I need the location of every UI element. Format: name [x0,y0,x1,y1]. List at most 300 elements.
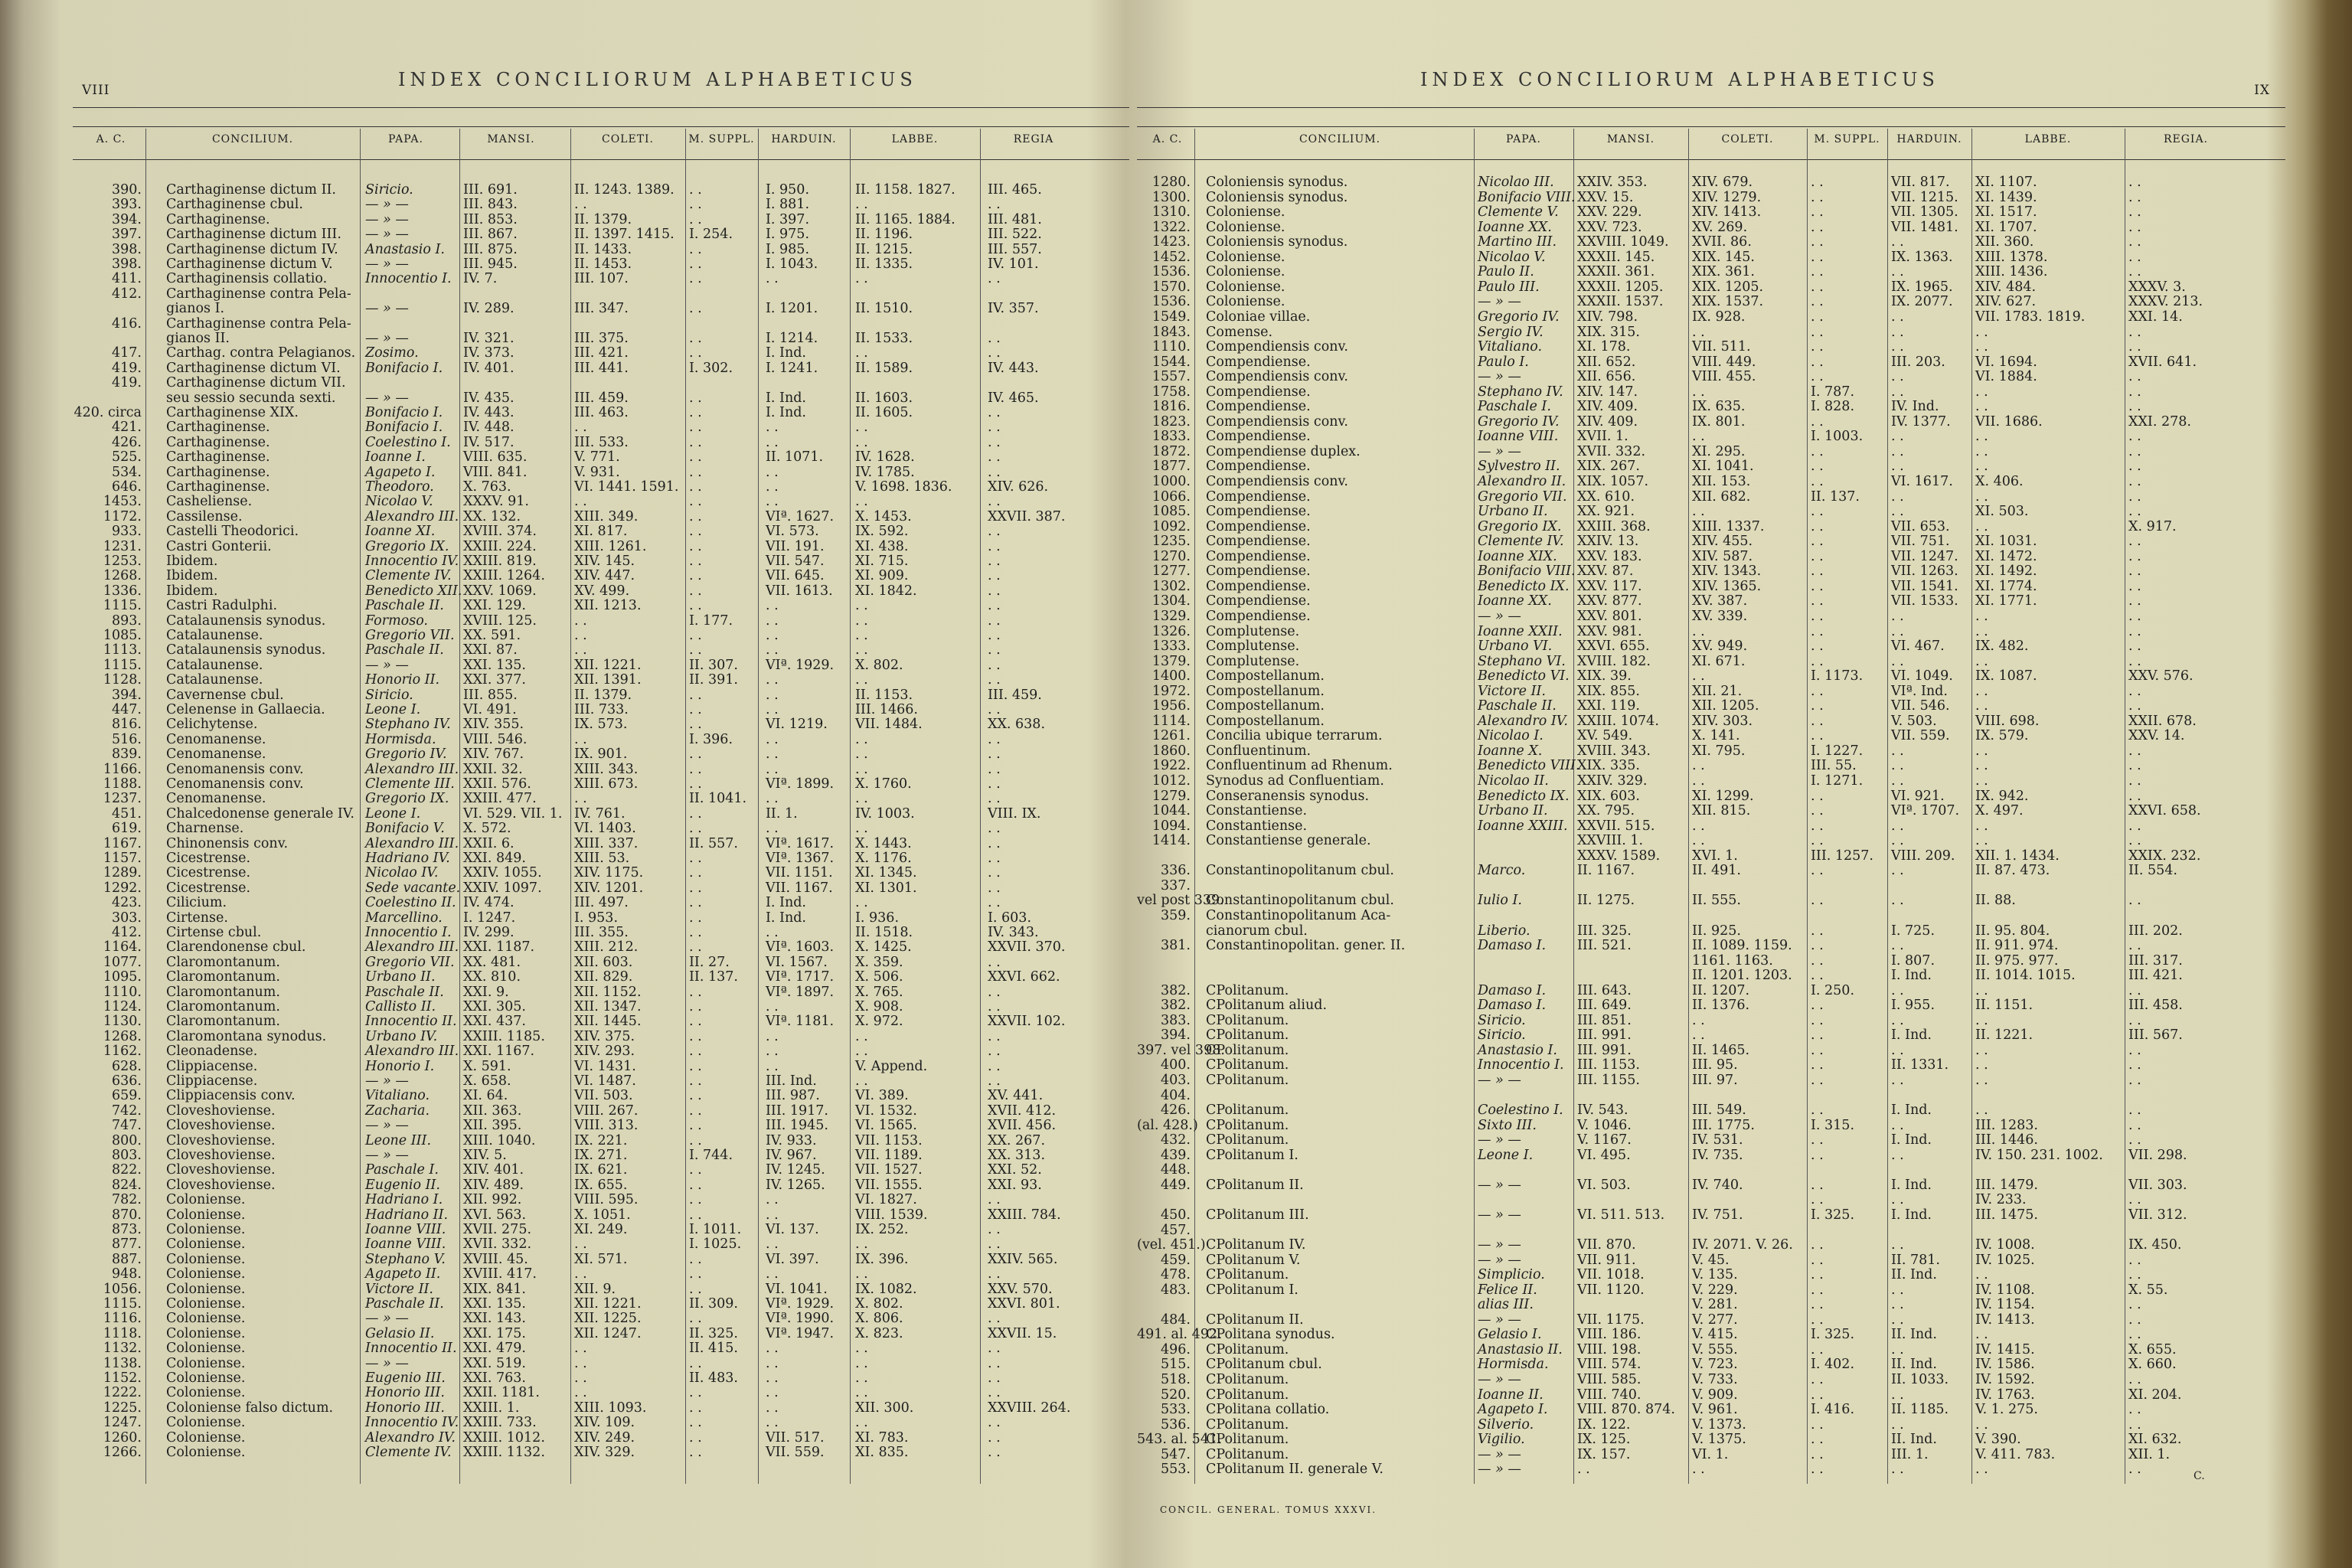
cell-concilium: Coloniae villae. [1206,309,1311,325]
cell-ac: 450. [1161,1207,1191,1223]
cell-concilium: Coloniense. [166,1370,246,1386]
cell-concilium: Coloniense. [1206,219,1285,235]
cell-regia: . . [2128,204,2141,220]
cell-harduin: VII. 1215. [1891,189,1958,205]
cell-papa: Nicolao III. [1478,175,1554,190]
cell-labbe: IV. 1592. [1975,1372,2035,1387]
cell-coleti: II. 1243. 1389. [574,182,675,198]
cell-coleti: . . [1692,1462,1705,1478]
cell-papa: Innocentio IV. [365,554,459,569]
cell-coleti: XIV. 679. [1692,175,1753,190]
cell-labbe: . . [1975,773,1988,789]
cell-regia: . . [2128,743,2141,759]
cell-coleti: XIX. 145. [1692,249,1755,265]
cell-ac: 1110. [103,984,142,1000]
cell-ac: 1077. [103,954,142,970]
table-row [1137,593,2285,609]
cell-concilium: Claromontanum. [166,969,280,985]
cell-mansi: XII. 363. [463,1102,522,1119]
cell-msuppl: . . [689,345,702,361]
cell-labbe: IX. 482. [1975,639,2029,655]
cell-regia: IV. 101. [988,256,1039,272]
cell-harduin: . . [1891,504,1904,520]
cell-labbe: VI. 1827. [855,1192,917,1208]
cell-mansi: XX. 610. [1577,488,1635,505]
cell-harduin: I. Ind. [1891,1207,1932,1223]
cell-regia: XVII. 456. [988,1118,1057,1134]
cell-harduin: I. Ind. [1891,1132,1932,1148]
cell-papa: Stephano VI. [1478,653,1566,669]
cell-papa: Nicolao II. [1478,773,1549,789]
cell-papa: Leone I. [365,805,421,822]
table-row [73,1014,1129,1029]
cell-harduin: . . [1891,309,1904,325]
table-row [1137,564,2285,579]
cell-msuppl: I. 302. [689,360,733,376]
cell-coleti: II. 1465. [1692,1042,1750,1058]
table-row [1137,1417,2285,1432]
cell-coleti: . . [1692,1012,1705,1028]
cell-mansi: VIII. 198. [1577,1341,1642,1357]
cell-concilium: Coloniense. [166,1207,246,1223]
table-row [1137,668,2285,684]
table-row [1137,294,2285,309]
cell-regia: XXVI. 662. [988,969,1060,985]
cell-concilium: Cleonadense. [166,1044,258,1060]
cell-regia: . . [988,1341,1001,1357]
table-row [73,1266,1129,1282]
cell-coleti: IX. 621. [574,1162,628,1178]
cell-papa: Zacharia. [365,1102,430,1119]
cell-papa: Clemente IV. [365,568,452,584]
cell-papa: Ioanne VIII. [1478,429,1559,445]
cell-regia: . . [2128,369,2141,385]
cell-mansi: XXI. 377. [463,672,526,688]
cell-concilium: CPolitanum cbul. [1206,1357,1322,1373]
cell-regia: VIII. IX. [988,805,1041,822]
cell-msuppl: . . [1811,504,1824,520]
cell-mansi: XIX. 39. [1577,668,1632,684]
cell-msuppl: . . [689,865,702,881]
cell-labbe: . . [855,420,868,436]
cell-coleti: XV. 949. [1692,639,1748,655]
cell-coleti: IV. 2071. V. 26. [1692,1237,1793,1253]
cell-concilium: Carthaginense. [166,420,270,436]
cell-ac: 1816. [1152,399,1191,415]
cell-regia: . . [2128,1402,2141,1418]
cell-mansi: XXXV. 1589. [1577,848,1661,864]
cell-ac: 800. [112,1132,142,1148]
cell-harduin: . . [1891,459,1904,475]
cell-regia: . . [988,583,1001,599]
cell-coleti: . . [574,791,587,807]
cell-coleti: VII. 511. [1692,339,1751,355]
cell-papa: Urbano II. [365,969,436,985]
cell-coleti: XIV. 1175. [574,865,644,881]
table-row [73,865,1129,880]
cell-harduin: VIª. 1627. [766,508,835,524]
cell-ac: 948. [112,1266,142,1282]
cell-concilium: Ibidem. [166,583,218,599]
cell-papa: Nicolao I. [1478,728,1544,744]
table-row [1137,579,2285,594]
cell-mansi: VIII. 186. [1577,1327,1642,1343]
cell-coleti: V. 1375. [1692,1432,1746,1448]
table-row [73,642,1129,658]
cell-msuppl: . . [1811,578,1824,594]
cell-msuppl: . . [1811,1446,1824,1462]
cell-ac: 525. [112,449,142,466]
cell-labbe: II. 1533. [855,331,913,346]
table-row [73,1430,1129,1446]
cell-mansi: XI. 178. [1577,339,1631,355]
cell-papa: Honorio III. [365,1385,445,1401]
cell-ac: 421. [112,420,142,436]
cell-ac: 887. [112,1251,142,1267]
cell-regia: . . [2128,189,2141,205]
cell-coleti: XIII. 53. [574,851,630,866]
cell-ac: 1333. [1152,639,1191,655]
table-row [73,1222,1129,1237]
cell-papa: Ioanne II. [1478,1387,1544,1403]
cell-harduin: I. 1241. [766,360,818,376]
col-header-papa: PAPA. [388,133,423,145]
cell-ac: 1152. [103,1370,142,1386]
cell-ac: 394. [112,687,142,703]
cell-ac: 1877. [1152,459,1191,475]
cell-regia: . . [988,1311,1001,1327]
cell-labbe: IV. 1108. [1975,1282,2035,1298]
cell-concilium: Compendiense duplex. [1206,443,1361,459]
cell-labbe: . . [1975,623,1988,639]
cell-regia: . . [2128,1327,2141,1343]
cell-regia: XVII. 412. [988,1102,1057,1119]
cell-ac: 1302. [1152,578,1191,594]
cell-msuppl: . . [689,197,702,213]
cell-coleti: XII. 1247. [574,1325,642,1341]
cell-harduin: II. 1. [766,805,798,822]
cell-labbe: IV. 1586. [1975,1357,2035,1373]
table-row [1137,414,2285,430]
cell-papa: Alexandro IV. [365,1429,456,1446]
cell-labbe: XIV. 627. [1975,294,2037,310]
table-row [1137,339,2285,354]
cell-ac: 1110. [1152,339,1191,355]
cell-harduin: . . [766,1385,779,1401]
cell-regia: . . [988,657,1001,673]
cell-papa: Benedicto VIII. [1478,758,1580,774]
table-row [73,479,1129,495]
cell-labbe: . . [1975,1327,1988,1343]
cell-concilium: CPolitanum I. [1206,1147,1298,1163]
cell-concilium: Compendiensis conv. [1206,413,1348,430]
col-header-ac: A. C. [96,133,126,145]
cell-msuppl: . . [689,211,702,227]
cell-concilium: CPolitanum. [1206,1012,1289,1028]
cell-harduin: VII. 1533. [1891,593,1958,609]
cell-msuppl: I. 254. [689,227,733,243]
cell-harduin: II. Ind. [1891,1357,1937,1373]
table-row [73,955,1129,970]
cell-coleti: II. 555. [1692,893,1741,909]
cell-papa: Gelasio I. [1478,1327,1542,1343]
cell-regia: . . [988,835,1001,851]
cell-msuppl: I. 1227. [1811,743,1864,759]
cell-harduin: II. 1331. [1891,1057,1949,1073]
table-row [73,672,1129,688]
cell-labbe: XI. 438. [855,538,909,554]
cell-coleti: XIII. 343. [574,761,639,777]
cell-regia: . . [988,464,1001,480]
cell-mansi: IV. 443. [463,405,514,420]
cell-regia: . . [988,1222,1001,1237]
cell-mansi: III. 843. [463,197,518,213]
cell-ac: 1066. [1152,488,1191,505]
cell-ac: 1124. [103,999,142,1014]
cell-concilium: CPolitanum. [1206,1267,1289,1283]
cell-mansi: XVII. 1. [1577,429,1628,445]
cell-labbe: X. 1425. [855,939,912,956]
cell-msuppl: . . [689,821,702,837]
cell-harduin: IV. Ind. [1891,399,1939,415]
cell-ac: 1118. [103,1325,142,1341]
cell-coleti: IV. 735. [1692,1147,1743,1163]
cell-msuppl: . . [689,1266,702,1282]
cell-harduin: VII. 1305. [1891,204,1958,220]
table-row [73,732,1129,747]
cell-labbe: II. 975. 977. [1975,952,2059,969]
cell-labbe: V. 390. [1975,1432,2021,1448]
cell-concilium: Cenomanensis conv. [166,761,304,777]
cell-papa: Paulo II. [1478,264,1534,280]
cell-concilium: Compendiense. [1206,518,1311,534]
table-row [1137,204,2285,220]
cell-msuppl: . . [689,479,702,495]
cell-mansi: XII. 992. [463,1192,522,1208]
cell-harduin: I. Ind. [1891,1102,1932,1119]
cell-papa: Ioanne VIII. [365,1236,446,1253]
cell-papa: Hadriano I. [365,1192,443,1208]
cell-papa: Ioanne XIX. [1478,548,1557,564]
cell-coleti: IV. 740. [1692,1177,1743,1193]
cell-msuppl: . . [1811,593,1824,609]
table-row [73,746,1129,762]
cell-regia: . . [2128,788,2141,804]
cell-papa: Siricio. [1478,1027,1526,1044]
cell-mansi: XX. 132. [463,508,521,524]
cell-concilium: Constantinopolitanum cbul. [1206,863,1394,879]
cell-coleti: IV. 751. [1692,1207,1743,1223]
cell-mansi: III. 945. [463,256,518,272]
cell-regia: VII. 303. [2128,1177,2187,1193]
cell-regia: . . [2128,683,2141,699]
cell-mansi: X. 763. [463,479,511,495]
cell-regia: . . [2128,1192,2141,1208]
cell-harduin: . . [1891,1297,1904,1313]
cell-concilium: Coloniense. [166,1281,246,1297]
cell-msuppl: . . [1811,474,1824,489]
cell-mansi: XXVII. 515. [1577,818,1655,834]
cell-msuppl: . . [1811,1387,1824,1403]
cell-regia: . . [988,1370,1001,1386]
table-row [73,405,1129,420]
cell-concilium: Cloveshoviense. [166,1177,276,1193]
cell-labbe: II. 1335. [855,256,913,272]
cell-coleti: XIV. 455. [1692,534,1753,550]
cell-coleti: XII. 1445. [574,1014,642,1030]
cell-msuppl: . . [1811,234,1824,250]
cell-harduin: . . [766,598,779,614]
cell-msuppl: . . [1811,1372,1824,1387]
cell-papa: Vigilio. [1478,1432,1525,1448]
cell-concilium: Compendiense. [1206,459,1311,475]
cell-papa: Innocentio I. [365,925,452,940]
cell-labbe: II. 911. 974. [1975,938,2059,954]
cell-mansi: XXI. 849. [463,851,526,866]
cell-concilium: Compendiensis conv. [1206,339,1348,355]
cell-msuppl: . . [689,1088,702,1104]
cell-regia: . . [2128,175,2141,190]
table-row [1137,624,2285,639]
cell-coleti: XIV. 249. [574,1429,635,1446]
cell-ac: 1268. [103,1028,142,1044]
cell-ac: 337. [1161,877,1191,893]
cell-labbe: XI. 1107. [1975,175,2037,190]
cell-papa: — » — [365,331,409,346]
table-header [73,130,1129,156]
cell-regia: . . [2128,1372,2141,1387]
cell-regia: . . [2128,219,2141,235]
table-row [73,702,1129,717]
cell-coleti: XI. 1041. [1692,459,1754,475]
cell-papa: Urbano VI. [1478,639,1553,655]
table-row [73,628,1129,643]
cell-msuppl: . . [1811,1192,1824,1208]
cell-harduin: VIª. 1990. [766,1311,835,1327]
cell-concilium: CPolitanum II. generale V. [1206,1462,1383,1478]
cell-ac: 447. [112,702,142,717]
cell-coleti: XVI. 1. [1692,848,1738,864]
cell-concilium: Coloniensis synodus. [1206,175,1348,190]
cell-harduin: . . [1891,982,1904,998]
cell-harduin: II. Ind. [1891,1432,1937,1448]
cell-ac: 426. [112,434,142,450]
cell-msuppl: . . [1811,818,1824,834]
cell-concilium: Coloniensis synodus. [1206,234,1348,250]
cell-harduin: . . [1891,324,1904,340]
cell-papa: Honorio III. [365,1400,445,1416]
cell-concilium: Catalaunensis synodus. [166,612,326,629]
cell-concilium: Synodus ad Confluentiam. [1206,773,1384,789]
table-row [1137,250,2285,265]
table-row [73,375,1129,390]
cell-mansi: VIII. 841. [463,464,528,480]
cell-labbe: . . [1975,1012,1988,1028]
cell-papa: Martino III. [1478,234,1557,250]
cell-regia: XV. 441. [988,1088,1044,1104]
cell-ac: 359. [1161,907,1191,923]
cell-coleti: VII. 503. [574,1088,633,1104]
cell-ac: 1260. [103,1429,142,1446]
cell-coleti: III. 733. [574,702,629,717]
cell-coleti: . . [574,1385,587,1401]
cell-concilium: Constantinopolitanum Aca- [1206,907,1391,923]
cell-concilium: CPolitanum. [1206,1042,1289,1058]
cell-harduin: I. 1201. [766,301,818,317]
cell-ac: 1164. [103,939,142,956]
cell-concilium: Complutense. [1206,653,1300,669]
cell-regia: . . [988,420,1001,436]
table-row [73,658,1129,673]
cell-concilium: Compendiense. [1206,488,1311,505]
cell-harduin: . . [1891,1341,1904,1357]
cell-regia: XXIV. 565. [988,1251,1058,1267]
cell-mansi: XXIII. 1012. [463,1429,545,1446]
cell-labbe: III. 1475. [1975,1207,2038,1223]
cell-harduin: VIª. 1947. [766,1325,835,1341]
cell-coleti: VIII. 455. [1692,369,1756,385]
cell-labbe: . . [1975,1057,1988,1073]
header-bottom-rule [1137,159,2285,160]
table-row [1137,818,2285,834]
cell-concilium: Carthaginense. [166,479,270,495]
cell-ac: 1544. [1152,354,1191,370]
cell-harduin: VII. 547. [766,554,825,569]
table-row [73,182,1129,198]
cell-msuppl: . . [1811,1057,1824,1073]
cell-regia: . . [988,598,1001,614]
cell-mansi: VI. 511. 513. [1577,1207,1665,1223]
cell-concilium: Compendiense. [1206,608,1311,624]
cell-regia: . . [988,642,1001,658]
cell-labbe: XI. 909. [855,568,909,584]
table-row [73,717,1129,732]
cell-msuppl: . . [1811,923,1824,939]
cell-labbe: . . [855,434,868,450]
cell-coleti: XII. 682. [1692,488,1751,505]
cell-coleti: . . [574,612,587,629]
cell-ac: 417. [112,345,142,361]
cell-ac: 381. [1161,938,1191,954]
cell-msuppl: . . [689,1132,702,1148]
header-top-rule [73,126,1129,127]
cell-papa: Ioanne XX. [1478,219,1552,235]
cell-msuppl: . . [689,1415,702,1431]
cell-msuppl: . . [689,999,702,1014]
cell-coleti: V. 733. [1692,1372,1738,1387]
cell-msuppl: I. 396. [689,731,733,747]
cell-msuppl: . . [1811,1237,1824,1253]
table-row [1137,1223,2285,1238]
col-header-coleti: COLETI. [1721,133,1774,145]
cell-labbe: . . [855,746,868,763]
cell-concilium: Coloniense. [166,1445,246,1460]
cell-ac: 1268. [103,568,142,584]
cell-concilium: Coloniense. [166,1266,246,1282]
cell-concilium: Castri Gonterii. [166,538,272,554]
cell-coleti: XII. 9. [574,1281,616,1297]
cell-harduin: IV. 933. [766,1132,817,1148]
cell-mansi: XVII. 332. [463,1236,532,1253]
cell-mansi: XVIII. 182. [1577,653,1651,669]
cell-papa: — » — [1478,1132,1521,1148]
cell-harduin: . . [1891,1237,1904,1253]
cell-labbe: XI. 715. [855,554,909,569]
cell-labbe: VII. 1555. [855,1177,923,1193]
cell-msuppl: . . [689,331,702,346]
cell-msuppl: . . [689,434,702,450]
cell-regia: III. 481. [988,211,1042,227]
